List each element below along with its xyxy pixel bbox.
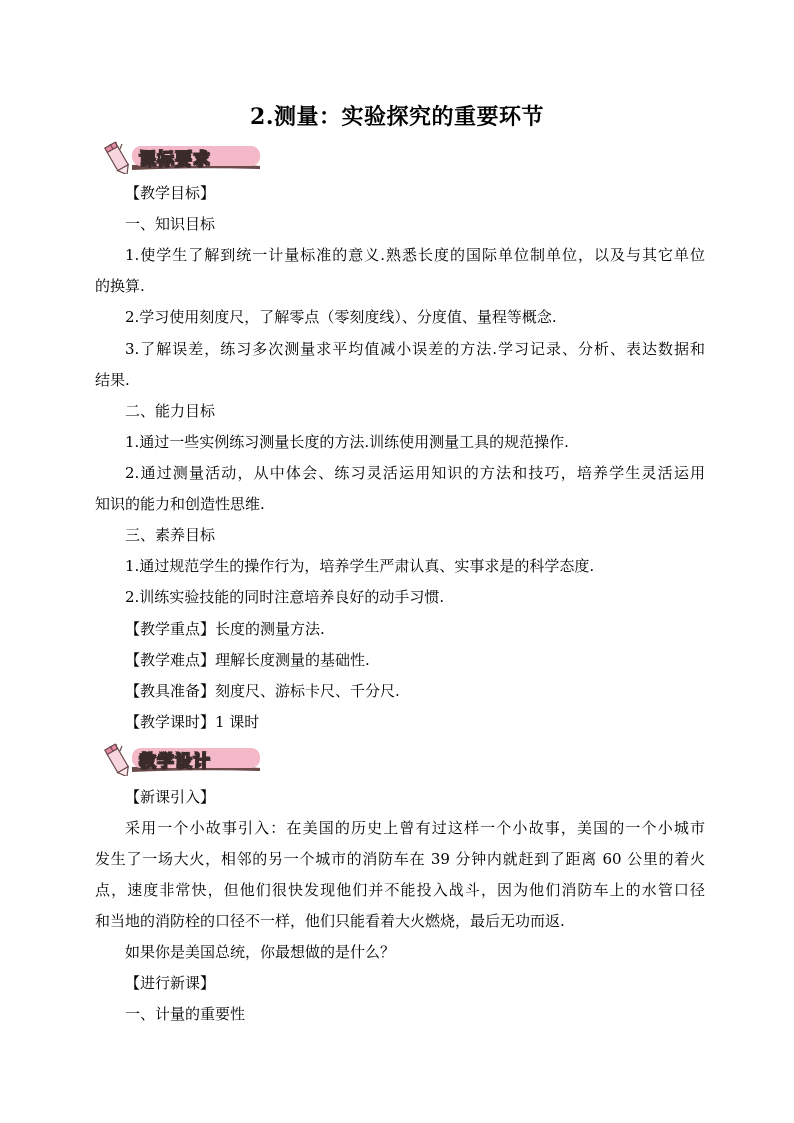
heading-knowledge-goals: 一、知识目标 — [125, 215, 216, 233]
paragraph-line: 点，速度非常快，但他们很快发现他们并不能投入战斗，因为他们消防车上的水管口径 — [95, 881, 705, 899]
section-badge-design — [102, 742, 262, 776]
teaching-hours: 【教学课时】1 课时 — [125, 713, 260, 731]
badge-label: 课标要求 — [139, 150, 211, 170]
paragraph-line: 采用一个小故事引入：在美国的历史上曾有过这样一个小故事，美国的一个小城市 — [125, 819, 705, 837]
paragraph-line: 和当地的消防栓的口径不一样，他们只能看着大火燃烧，最后无功而返. — [95, 912, 565, 930]
paragraph-line: 知识的能力和创造性思维. — [95, 495, 265, 513]
paragraph-line: 发生了一场大火，相邻的另一个城市的消防车在 39 分钟内就赶到了距离 60 公里的着火 — [95, 850, 705, 868]
paragraph-line: 1.通过规范学生的操作行为，培养学生严肃认真、实事求是的科学态度. — [125, 557, 595, 575]
teaching-focus: 【教学重点】长度的测量方法. — [125, 620, 325, 638]
teaching-tools: 【教具准备】刻度尺、游标卡尺、千分尺. — [125, 682, 400, 700]
paragraph-line: 的换算. — [95, 277, 145, 295]
paragraph-line: 结果. — [95, 371, 130, 389]
paragraph-line: 1.使学生了解到统一计量标准的意义.熟悉长度的国际单位制单位，以及与其它单位 — [125, 246, 705, 264]
paragraph-line: 2.通过测量活动，从中体会、练习灵活运用知识的方法和技巧，培养学生灵活运用 — [125, 464, 705, 482]
badge-label: 教学设计 — [139, 752, 211, 772]
heading-new-lesson: 【进行新课】 — [125, 974, 216, 992]
page-title: 2.测量：实验探究的重要环节 — [250, 104, 544, 130]
paragraph-line: 2.训练实验技能的同时注意培养良好的动手习惯. — [125, 588, 445, 606]
heading-literacy-goals: 三、素养目标 — [125, 526, 216, 544]
paragraph-line: 1.通过一些实例练习测量长度的方法.训练使用测量工具的规范操作. — [125, 433, 569, 451]
heading-ability-goals: 二、能力目标 — [125, 402, 216, 420]
paragraph-line: 如果你是美国总统，你最想做的是什么？ — [125, 943, 396, 961]
heading-measurement-importance: 一、计量的重要性 — [125, 1005, 246, 1023]
teaching-difficulty: 【教学难点】理解长度测量的基础性. — [125, 651, 370, 669]
heading-teaching-goals: 【教学目标】 — [125, 184, 216, 202]
paragraph-line: 2.学习使用刻度尺，了解零点（零刻度线）、分度值、量程等概念. — [125, 308, 557, 326]
paragraph-line: 3.了解误差，练习多次测量求平均值减小误差的方法.学习记录、分析、表达数据和 — [125, 340, 705, 358]
heading-new-lesson-intro: 【新课引入】 — [125, 788, 216, 806]
section-badge-requirements — [102, 140, 262, 174]
